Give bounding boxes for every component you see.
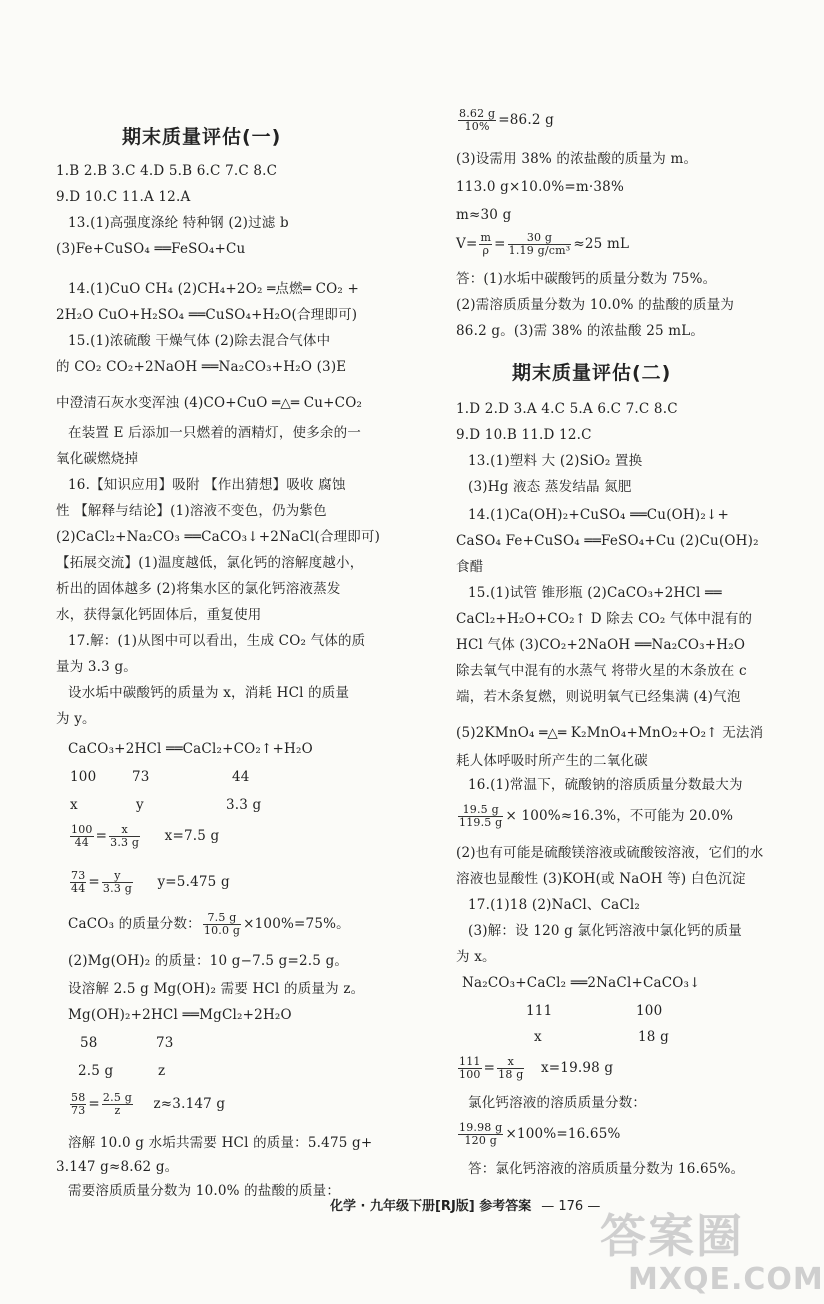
- answer-line: 15.(1)浓硫酸 干燥气体 (2)除去混合气体中: [68, 333, 331, 349]
- numerator: x: [497, 1056, 524, 1069]
- result: x=7.5 g: [164, 828, 220, 844]
- answer-line: 析出的固体越多 (2)将集水区的氯化钙溶液蒸发: [56, 581, 341, 597]
- answer-line: CaCl₂+H₂O+CO₂↑ D 除去 CO₂ 气体中混有的: [456, 611, 753, 627]
- answer-line: 17.解：(1)从图中可以看出，生成 CO₂ 气体的质: [68, 633, 366, 649]
- numerator: 2.5 g: [102, 1091, 132, 1104]
- fraction-line: [456, 804, 733, 829]
- result: z≈3.147 g: [153, 1096, 226, 1112]
- numerator: 58: [71, 1091, 86, 1104]
- answer-line: 设溶解 2.5 g Mg(OH)₂ 需要 HCl 的质量为 z。: [68, 981, 365, 997]
- watermark: [600, 1200, 824, 1300]
- denominator: 10%: [464, 120, 490, 133]
- answer-line: 86.2 g。(3)需 38% 的浓盐酸 25 mL。: [456, 323, 705, 339]
- fraction: [70, 824, 94, 849]
- equation-coef: 100: [70, 769, 97, 785]
- equation-coef: 111: [526, 1003, 553, 1019]
- answer-line: 14.(1)CuO CH₄ (2)CH₄+2O₂ ═点燃═ CO₂ +: [68, 281, 360, 297]
- equation-coef: 73: [156, 1035, 174, 1051]
- equals-sign: =: [494, 236, 506, 252]
- denominator: 120 g: [464, 1134, 497, 1147]
- numerator: 19.98 g: [459, 1121, 503, 1134]
- fraction: [479, 232, 492, 257]
- equation-var: x: [70, 797, 78, 813]
- equation-line: Na₂CO₃+CaCl₂ ══2NaCl+CaCO₃↓: [462, 975, 701, 991]
- answer-line: 【拓展交流】(1)温度越低，氯化钙的溶解度越小，: [56, 555, 364, 571]
- answer-line: HCl 气体 (3)CO₂+2NaOH ══Na₂CO₃+H₂O: [456, 637, 746, 653]
- answer-line: 答：(1)水垢中碳酸钙的质量分数为 75%。: [456, 271, 717, 287]
- volume-line: [456, 232, 629, 257]
- denominator: 44: [74, 836, 89, 849]
- fraction: [497, 1056, 524, 1081]
- section-title-2: 期末质量评估(二): [512, 362, 672, 384]
- answer-line: 在装置 E 后添加一只燃着的酒精灯，使多余的一: [68, 425, 362, 441]
- denominator: z: [114, 1104, 121, 1117]
- numerator: 111: [459, 1055, 481, 1068]
- label: CaCO₃ 的质量分数：: [68, 916, 201, 932]
- fraction: [458, 1056, 482, 1081]
- numerator: 30 g: [508, 232, 572, 245]
- answer-line: 为 y。: [56, 711, 96, 727]
- answer-line: 的 CO₂ CO₂+2NaOH ══Na₂CO₃+H₂O (3)E: [56, 359, 347, 375]
- answer-line: 溶解 10.0 g 水垢共需要 HCl 的质量：5.475 g+: [68, 1135, 373, 1151]
- equation-coef: 73: [132, 769, 150, 785]
- equation-coef: 44: [232, 769, 250, 785]
- fraction-line: [456, 1122, 621, 1147]
- answer-line: 氧化碳燃烧掉: [56, 451, 139, 467]
- result: ≈25 mL: [573, 236, 630, 252]
- result: × 100%≈16.3%，不可能为 20.0%: [505, 808, 734, 824]
- fraction: [203, 912, 241, 937]
- answer-line: 中澄清石灰水变浑浊 (4)CO+CuO ═△═ Cu+CO₂: [56, 395, 363, 411]
- fraction: [109, 824, 140, 849]
- fraction: [70, 870, 86, 895]
- denominator: 1.19 g/cm³: [508, 244, 571, 257]
- answer-line: 16.(1)常温下，硫酸钠的溶质质量分数最大为: [468, 777, 743, 793]
- answer-line: 3.147 g≈8.62 g。: [56, 1159, 179, 1175]
- answer-line: 答：氯化钙溶液的溶质质量分数为 16.65%。: [468, 1161, 745, 1177]
- numerator: 8.62 g: [459, 107, 496, 120]
- proportion-line: [68, 1092, 225, 1117]
- result: x=19.98 g: [540, 1060, 614, 1076]
- denominator: 3.3 g: [102, 882, 132, 895]
- denominator: 100: [459, 1068, 481, 1081]
- answer-line: 1.B 2.B 3.C 4.D 5.B 6.C 7.C 8.C: [56, 163, 278, 179]
- answer-line: 16.【知识应用】吸附 【作出猜想】吸收 腐蚀: [68, 477, 346, 493]
- answer-line: (2)需溶质质量分数为 10.0% 的盐酸的质量为: [456, 297, 735, 313]
- equation-var: z: [158, 1063, 166, 1079]
- fraction: [458, 804, 503, 829]
- answer-line: (5)2KMnO₄ ═△═ K₂MnO₄+MnO₂+O₂↑ 无法消: [456, 725, 764, 741]
- result: ×100%=75%。: [243, 916, 350, 932]
- answer-line: 食醋: [456, 559, 484, 575]
- equals-sign: =: [95, 828, 108, 844]
- equals-sign: =: [483, 1060, 496, 1076]
- numerator: x: [109, 824, 140, 837]
- answer-line: 端，若木条复燃，则说明氧气已经集满 (4)气泡: [456, 689, 741, 705]
- answer-line: 15.(1)试管 锥形瓶 (2)CaCO₃+2HCl ══: [468, 585, 722, 601]
- answer-line: CaSO₄ Fe+CuSO₄ ══FeSO₄+Cu (2)Cu(OH)₂: [456, 533, 759, 549]
- answer-line: 需要溶质质量分数为 10.0% 的盐酸的质量：: [68, 1183, 341, 1199]
- answer-line: 13.(1)塑料 大 (2)SiO₂ 置换: [468, 453, 643, 469]
- answer-line: 113.0 g×10.0%=m·38%: [456, 179, 624, 195]
- numerator: 73: [71, 869, 86, 882]
- fraction: [102, 1092, 133, 1117]
- result: =86.2 g: [498, 112, 554, 128]
- proportion-line: [68, 870, 230, 895]
- answer-line: (3)解：设 120 g 氯化钙溶液中氯化钙的质量: [468, 923, 742, 939]
- answer-line: 氯化钙溶液的溶质质量分数：: [468, 1095, 647, 1111]
- answer-line: 9.D 10.B 11.D 12.C: [456, 427, 592, 443]
- fraction: [508, 232, 572, 257]
- equation-var: y: [136, 797, 144, 813]
- answer-line: 性 【解释与结论】(1)溶液不变色，仍为紫色: [56, 503, 327, 519]
- answer-line: (3)设需用 38% 的浓盐酸的质量为 m。: [456, 151, 698, 167]
- answer-line: (2)Mg(OH)₂ 的质量：10 g−7.5 g=2.5 g。: [68, 953, 349, 969]
- proportion-line: [456, 1056, 613, 1081]
- equation-var: x: [534, 1029, 542, 1045]
- answer-line: 溶液也显酸性 (3)KOH(或 NaOH 等) 白色沉淀: [456, 871, 746, 887]
- denominator: 44: [71, 882, 86, 895]
- denominator: ρ: [482, 244, 490, 257]
- watermark-url: MXQE.COM: [628, 1262, 824, 1297]
- fraction: [102, 870, 133, 895]
- equation-line: CaCO₃+2HCl ══CaCl₂+CO₂↑+H₂O: [68, 741, 313, 757]
- denominator: 119.5 g: [459, 816, 503, 829]
- numerator: m: [480, 231, 492, 244]
- answer-line: 13.(1)高强度涤纶 特种钢 (2)过滤 b: [68, 215, 289, 231]
- label: V=: [456, 236, 478, 252]
- fraction: [458, 1122, 503, 1147]
- equals-sign: =: [88, 874, 100, 890]
- denominator: 18 g: [498, 1068, 524, 1081]
- result: ×100%=16.65%: [505, 1126, 621, 1142]
- answer-line: 1.D 2.D 3.A 4.C 5.A 6.C 7.C 8.C: [456, 401, 678, 417]
- answer-line: 设水垢中碳酸钙的质量为 x，消耗 HCl 的质量: [68, 685, 350, 701]
- numerator: 100: [71, 823, 93, 836]
- denominator: 3.3 g: [110, 836, 140, 849]
- equation-var: 3.3 g: [226, 797, 262, 813]
- equation-coef: 58: [80, 1035, 98, 1051]
- answer-line: 2H₂O CuO+H₂SO₄ ══CuSO₄+H₂O(合理即可): [56, 307, 358, 323]
- answer-line: 耗人体呼吸时所产生的二氧化碳: [456, 753, 648, 769]
- answer-line: 水，获得氯化钙固体后，重复使用: [56, 607, 262, 623]
- numerator: 19.5 g: [458, 804, 503, 817]
- equation-var: 2.5 g: [78, 1063, 114, 1079]
- answer-line: 除去氧气中混有的水蒸气 将带火星的木条放在 c: [456, 663, 747, 679]
- watermark-logo: 答案圈: [600, 1209, 744, 1263]
- section-title-1: 期末质量评估(一): [122, 126, 282, 148]
- page-footer: [330, 1195, 600, 1214]
- fraction: [70, 1092, 86, 1117]
- denominator: 10.0 g: [203, 924, 241, 937]
- equation-coef: 100: [636, 1003, 663, 1019]
- answer-line: 量为 3.3 g。: [56, 659, 137, 675]
- denominator: 73: [71, 1104, 86, 1117]
- equation-var: 18 g: [638, 1029, 669, 1045]
- result: y=5.475 g: [157, 874, 230, 890]
- answer-line: (3)Hg 液态 蒸发结晶 氮肥: [468, 479, 632, 495]
- numerator: y: [102, 870, 133, 883]
- answer-line: 为 x。: [456, 949, 496, 965]
- answer-line: 9.D 10.C 11.A 12.A: [56, 189, 191, 205]
- answer-line: (2)也有可能是硫酸镁溶液或硫酸铵溶液，它们的水: [456, 845, 764, 861]
- fraction-line: [456, 108, 554, 133]
- answer-line: (3)Fe+CuSO₄ ══FeSO₄+Cu: [56, 241, 246, 257]
- answer-line: (2)CaCl₂+Na₂CO₃ ══CaCO₃↓+2NaCl(合理即可): [56, 529, 381, 545]
- fraction: [458, 108, 496, 133]
- equation-line: Mg(OH)₂+2HCl ══MgCl₂+2H₂O: [68, 1007, 292, 1023]
- numerator: 7.5 g: [203, 912, 241, 925]
- mass-fraction-line: [68, 912, 350, 937]
- equals-sign: =: [88, 1096, 100, 1112]
- answer-line: 14.(1)Ca(OH)₂+CuSO₄ ══Cu(OH)₂↓+: [468, 507, 729, 523]
- page-number: — 176 —: [541, 1199, 601, 1214]
- proportion-line: [68, 824, 219, 849]
- answer-line: m≈30 g: [456, 207, 512, 223]
- answer-line: 17.(1)18 (2)NaCl、CaCl₂: [468, 897, 641, 913]
- footer-text: 化学 · 九年级下册[RJ版] 参考答案: [330, 1199, 532, 1214]
